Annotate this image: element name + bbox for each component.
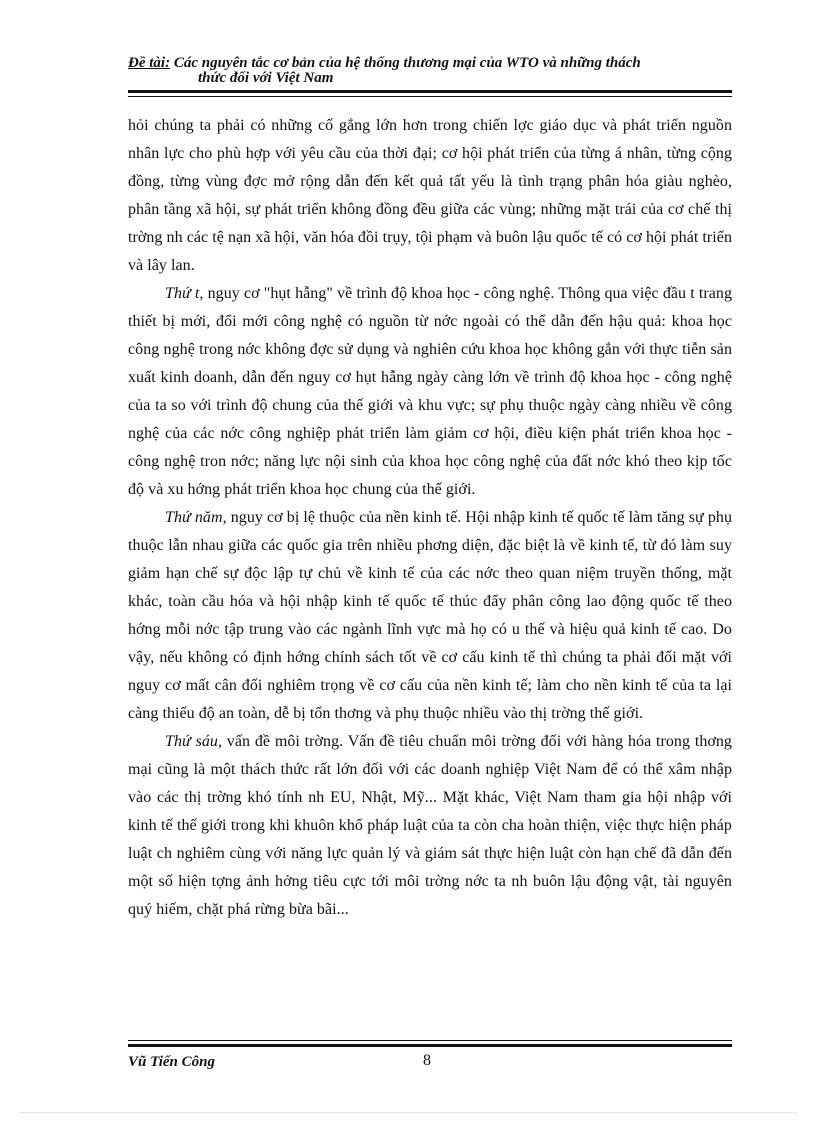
header-line-1	[128, 56, 732, 71]
footer-divider	[128, 1040, 732, 1047]
header-title-line-1: Các nguyên tắc cơ bản của hệ thống thương mại của WTO và những thách	[173, 55, 641, 71]
header-title-line-2: thức đối với Việt Nam	[198, 70, 334, 86]
paragraph-4-text: vấn đề môi trờng. Vấn đề tiêu chuẩn môi trờng đối với hàng hóa trong thơng mại cũng là một thách thức rất lớn đối với các doanh nghiệp Việt Nam để có thể xâm nhập vào các thị trờng khó tính nh EU, Nhật, Mỹ... Mặt khác, Việt Nam tham gia hội nhập với kinh tế thế giới trong khi khuôn khổ pháp luật của ta còn cha hoàn thiện, việc thực hiện pháp luật ch nghiêm cùng với năng lực quản lý và giám sát thực hiện luật còn hạn chế đã dẫn đến một số hiện tợng ảnh hởng tiêu cực tới môi trờng nớc ta nh buôn lậu động vật, tài nguyên quý hiếm, chặt phá rừng bừa bãi...	[128, 733, 732, 918]
paragraph-2-text: nguy cơ "hụt hẫng" về trình độ khoa học - công nghệ. Thông qua việc đầu t trang thiết bị mới, đổi mới công nghệ có nguồn từ nớc ngoài có thể dẫn đến hậu quả: khoa học công nghệ trong nớc không đợc sử dụng và nghiên cứu khoa học không gắn với thực tiễn sản xuất kinh doanh, dẫn đến nguy cơ hụt hẫng ngày càng lớn về trình độ khoa học - công nghệ của ta so với trình độ chung của thế giới và khu vực; sự phụ thuộc ngày càng nhiều về công nghệ của các nớc công nghiệp phát triển làm giảm cơ hội, điều kiện phát triển khoa học - công nghệ tron nớc; năng lực nội sinh của khoa học công nghệ của đất nớc khó theo kịp tốc độ và xu hớng phát triển khoa học chung của thế giới.	[128, 285, 732, 498]
header-label: Đề tài:	[128, 55, 171, 71]
paragraph-1-text: hỏi chúng ta phải có những cố gắng lớn hơn trong chiến lợc giáo dục và phát triển nguồn nhân lực cho phù hợp với yêu cầu của thời đại; cơ hội phát triển của từng á nhân, từng cộng đồng, từng vùng đợc mở rộng dẫn đến kết quả tất yếu là tình trạng phân hóa giàu nghèo, phân tầng xã hội, sự phát triển không đồng đều giữa các vùng; những mặt trái của cơ chế thị trờng nh các tệ nạn xã hội, văn hóa đồi trụy, tội phạm và buôn lậu quốc tế có cơ hội phát triển và lây lan.	[128, 117, 732, 274]
paragraph-3	[128, 504, 732, 728]
paragraph-3-lead: Thứ năm,	[165, 509, 227, 526]
document-body	[128, 112, 732, 924]
paragraph-3-text: nguy cơ bị lệ thuộc của nền kinh tế. Hội nhập kinh tế quốc tế làm tăng sự phụ thuộc lẫn nhau giữa các quốc gia trên nhiều phơng diện, đặc biệt là về kinh tế, từ đó làm suy giảm hạn chế sự độc lập tự chủ về kinh tế của các nớc theo quan niệm truyền thống, mặt khác, toàn cầu hóa và hội nhập kinh tế quốc tế thúc đẩy phân công lao động quốc tế theo hớng mỗi nớc tập trung vào các ngành lĩnh vực mà họ có u thế và hiệu quả kinh tế cao. Do vậy, nếu không có định hớng chính sách tốt về cơ cấu kinh tế thì chúng ta phải đối mặt với nguy cơ mất cân đối nghiêm trọng về cơ cấu của nền kinh tế; làm cho nền kinh tế của ta lại càng thiếu độ an toàn, dễ bị tổn thơng và phụ thuộc nhiều vào thị trờng thế giới.	[128, 509, 732, 722]
paragraph-2-lead: Thứ t,	[165, 285, 204, 302]
header-divider	[128, 90, 732, 97]
paragraph-4-lead: Thứ sáu,	[165, 733, 222, 750]
paragraph-1	[128, 112, 732, 280]
paragraph-4	[128, 728, 732, 924]
page-number: 8	[423, 1052, 431, 1069]
page-header	[128, 56, 732, 86]
page-bottom-dotted-line	[20, 1112, 796, 1113]
paragraph-2	[128, 280, 732, 504]
footer-author: Vũ Tiến Công	[128, 1054, 215, 1070]
